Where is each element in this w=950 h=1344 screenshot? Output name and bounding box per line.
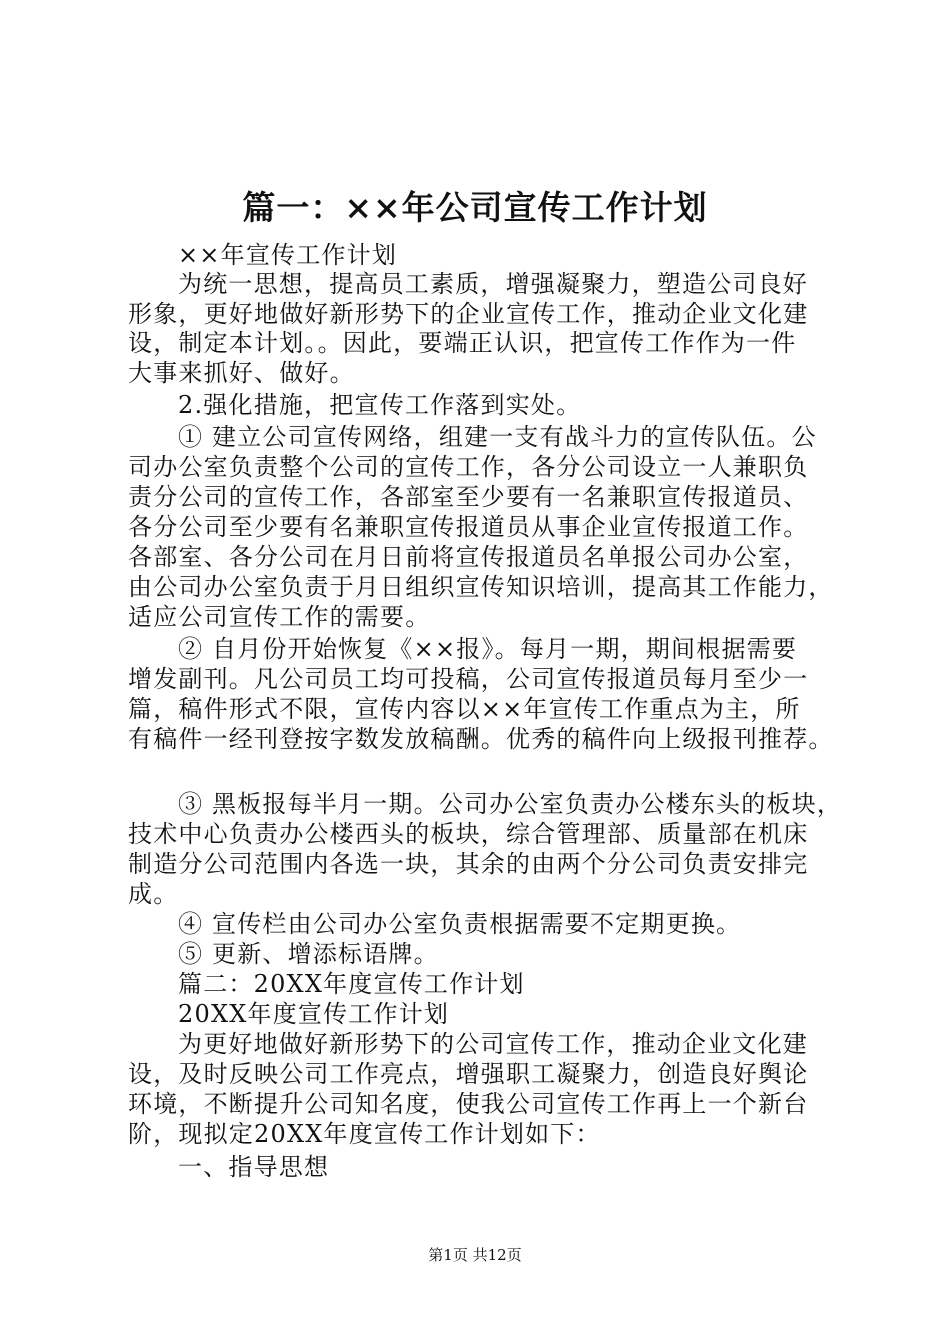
body-line: 技术中心负责办公楼西头的板块，综合管理部、质量部在机床 [128,820,809,848]
body-line: ⑤ 更新、增添标语牌。 [178,940,439,968]
body-line: 各部室、各分公司在月日前将宣传报道员名单报公司办公室， [128,543,809,571]
body-line: 篇二：20XX年度宣传工作计划 [178,970,525,998]
body-line: 篇，稿件形式不限，宣传内容以××年宣传工作重点为主，所 [128,695,801,723]
body-line: 制造分公司范围内各选一块，其余的由两个分公司负责安排完 [128,850,809,878]
body-line: ② 自月份开始恢复《××报》。每月一期，期间根据需要 [178,635,798,663]
body-line: 设，及时反映公司工作亮点，增强职工凝聚力，创造良好舆论 [128,1060,809,1088]
body-line: 成。 [128,880,179,908]
body-line: 大事来抓好、做好。 [128,359,355,387]
body-line: ③ 黑板报每半月一期。公司办公室负责办公楼东头的板块， [178,790,843,818]
body-line: 司办公室负责整个公司的宣传工作，各分公司设立一人兼职负 [128,453,809,481]
body-line: ××年宣传工作计划 [178,241,398,269]
body-line: ④ 宣传栏由公司办公室负责根据需要不定期更换。 [178,910,742,938]
document-title: 篇一：××年公司宣传工作计划 [242,188,708,227]
body-line: 20XX年度宣传工作计划 [178,1000,450,1028]
body-line: 责分公司的宣传工作，各部室至少要有一名兼职宣传报道员、 [128,483,809,511]
body-line: 环境，不断提升公司知名度，使我公司宣传工作再上一个新台 [128,1090,809,1118]
body-line: 形象，更好地做好新形势下的企业宣传工作，推动企业文化建 [128,300,809,328]
body-line: 为更好地做好新形势下的公司宣传工作，推动企业文化建 [178,1030,808,1058]
body-line: 设，制定本计划。。因此，要端正认识，把宣传工作作为一件 [128,329,797,357]
body-line: 阶，现拟定20XX年度宣传工作计划如下： [128,1120,601,1148]
body-line: ① 建立公司宣传网络，组建一支有战斗力的宣传队伍。公 [178,423,817,451]
body-line: 增发副刊。凡公司员工均可投稿，公司宣传报道员每月至少一 [128,665,809,693]
body-line: 由公司办公室负责于月日组织宣传知识培训，提高其工作能力， [128,573,834,601]
body-line: 一、指导思想 [178,1153,330,1181]
body-line: 适应公司宣传工作的需要。 [128,603,431,631]
body-line: 各分公司至少要有名兼职宣传报道员从事企业宣传报道工作。 [128,513,809,541]
body-line: 2.强化措施，把宣传工作落到实处。 [178,391,582,419]
body-line: 有稿件一经刊登按字数发放稿酬。优秀的稿件向上级报刊推荐。 [128,725,834,753]
page-number-footer: 第1页 共12页 [428,1246,522,1264]
body-line: 为统一思想，提高员工素质，增强凝聚力，塑造公司良好 [178,270,808,298]
